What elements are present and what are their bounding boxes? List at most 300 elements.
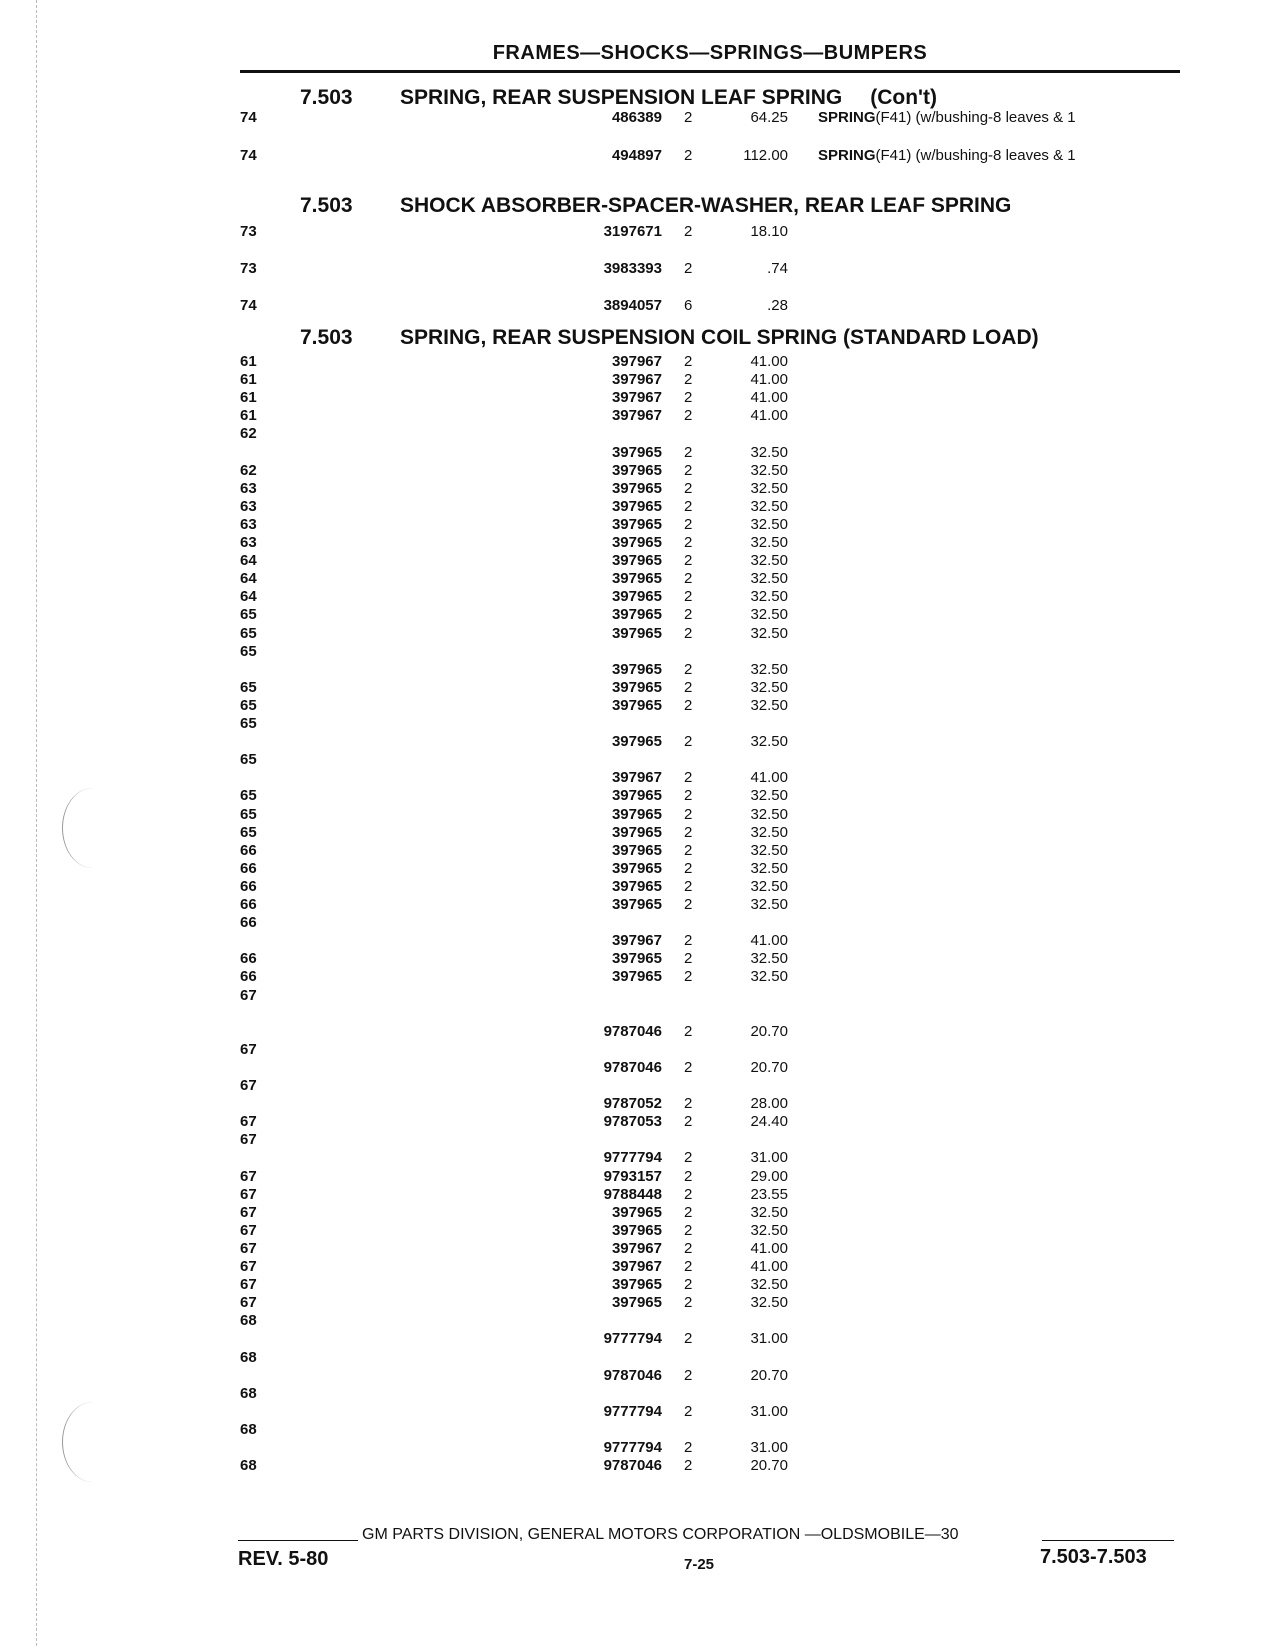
fig-number: 74 [240, 147, 257, 164]
row-line [0, 660, 1280, 679]
quantity: 2 [684, 1203, 693, 1221]
fig-number: 74 [240, 297, 257, 314]
group-range: 7.503-7.503 [1040, 1546, 1147, 1568]
quantity: 2 [684, 479, 693, 497]
row-line [0, 949, 1280, 968]
row-line [0, 1022, 1280, 1041]
description-name: SPRING [818, 147, 876, 164]
part-number: 397967 [611, 769, 662, 787]
part-number: 397965 [611, 552, 662, 570]
price: 23.55 [750, 1185, 788, 1203]
price: 31.00 [750, 1439, 788, 1456]
price: 32.50 [750, 1294, 788, 1312]
row-line [0, 642, 1280, 661]
part-number: 9787046 [603, 1058, 662, 1076]
row-line [0, 714, 1280, 733]
quantity: 2 [684, 443, 693, 461]
fig-number: 65 [240, 696, 257, 714]
price: 41.00 [750, 353, 788, 370]
row-line [0, 624, 1280, 643]
row-line [0, 732, 1280, 751]
price: 41.00 [750, 1258, 788, 1275]
fig-number: 61 [240, 353, 257, 370]
part-number: 397965 [611, 1294, 662, 1312]
part-number: 397965 [611, 787, 662, 805]
part-number: 397965 [611, 968, 662, 986]
fig-number: 61 [240, 371, 257, 389]
fig-number: 67 [240, 1040, 257, 1058]
price: 24.40 [750, 1113, 788, 1131]
row-line [0, 786, 1280, 805]
section-title: SPRING, REAR SUSPENSION COIL SPRING (STANDARD LOAD) [400, 326, 1039, 349]
fig-number: 67 [240, 1239, 257, 1257]
quantity: 2 [684, 896, 693, 913]
row-line [0, 1456, 1280, 1475]
row-line [0, 1221, 1280, 1240]
quantity: 2 [684, 570, 693, 588]
price: 32.50 [750, 606, 788, 624]
price: 41.00 [750, 371, 788, 389]
price: 32.50 [750, 1221, 788, 1239]
quantity: 2 [684, 1439, 693, 1456]
fig-number: 65 [240, 805, 257, 823]
part-number: 397965 [611, 896, 662, 913]
quantity: 2 [684, 1058, 693, 1076]
part-number: 3894057 [603, 297, 662, 314]
part-number: 397965 [611, 859, 662, 877]
price: 41.00 [750, 1239, 788, 1257]
fig-number: 66 [240, 968, 257, 986]
price: 31.00 [750, 1149, 788, 1167]
part-number: 397965 [611, 1203, 662, 1221]
section-heading-leaf-spring [300, 86, 937, 110]
fig-number: 67 [240, 986, 257, 1004]
part-number: 397965 [611, 678, 662, 696]
footer-publisher: GM PARTS DIVISION, GENERAL MOTORS CORPORATION —OLDSMOBILE—30 [362, 1526, 959, 1543]
quantity: 2 [684, 371, 693, 389]
price: 32.50 [750, 968, 788, 986]
fig-number: 68 [240, 1348, 257, 1366]
quantity: 2 [684, 624, 693, 642]
part-number: 397965 [611, 497, 662, 515]
row-line [0, 750, 1280, 769]
quantity: 2 [684, 407, 693, 425]
fig-number: 67 [240, 1294, 257, 1312]
price: 64.25 [750, 109, 788, 126]
price: 32.50 [750, 805, 788, 823]
price: 41.00 [750, 389, 788, 407]
fig-number: 64 [240, 552, 257, 570]
quantity: 2 [684, 552, 693, 570]
row-line [0, 259, 1280, 278]
price: 32.50 [750, 570, 788, 588]
row-line [0, 696, 1280, 715]
row-line [0, 406, 1280, 425]
part-number: 397967 [611, 1258, 662, 1275]
part-number: 9777794 [603, 1439, 662, 1456]
footer-rule [1042, 1540, 1174, 1541]
quantity: 2 [684, 769, 693, 787]
row-line [0, 388, 1280, 407]
section-title: SHOCK ABSORBER-SPACER-WASHER, REAR LEAF SPRING [400, 194, 1012, 217]
row-line [0, 443, 1280, 462]
row-line [0, 370, 1280, 389]
row-line [0, 1094, 1280, 1113]
price: 112.00 [743, 147, 788, 164]
row-line [0, 497, 1280, 516]
fig-number: 67 [240, 1221, 257, 1239]
part-number: 397967 [611, 389, 662, 407]
price: 41.00 [750, 932, 788, 950]
part-number: 397965 [611, 660, 662, 678]
row-line [0, 913, 1280, 932]
price: 32.50 [750, 696, 788, 714]
row-line [0, 768, 1280, 787]
fig-number: 68 [240, 1420, 257, 1438]
fig-number: 65 [240, 642, 257, 660]
row-line [0, 1058, 1280, 1077]
fig-number: 74 [240, 109, 257, 126]
part-number: 486389 [611, 109, 662, 126]
quantity: 2 [684, 968, 693, 986]
row-line [0, 859, 1280, 878]
part-number: 9787046 [603, 1022, 662, 1040]
price: 41.00 [750, 769, 788, 787]
fig-number: 67 [240, 1113, 257, 1131]
quantity: 2 [684, 696, 693, 714]
row-line [0, 1348, 1280, 1367]
price: 28.00 [750, 1095, 788, 1113]
part-number: 9777794 [603, 1330, 662, 1348]
section-code: 7.503 [300, 86, 353, 109]
fig-number: 63 [240, 534, 257, 551]
description-name: SPRING [818, 109, 876, 126]
row-line [0, 1366, 1280, 1385]
price: 32.50 [750, 733, 788, 751]
part-number: 397965 [611, 696, 662, 714]
row-line [0, 222, 1280, 241]
fig-number: 62 [240, 461, 257, 479]
fig-number: 67 [240, 1276, 257, 1294]
row-line [0, 1112, 1280, 1131]
quantity: 2 [684, 147, 693, 164]
row-line [0, 1275, 1280, 1294]
fig-number: 68 [240, 1457, 257, 1475]
price: .74 [767, 260, 788, 277]
part-number: 397965 [611, 461, 662, 479]
part-number: 397967 [611, 1239, 662, 1257]
fig-number: 66 [240, 877, 257, 895]
part-number: 397965 [611, 823, 662, 841]
quantity: 2 [684, 841, 693, 859]
revision-label: REV. 5-80 [238, 1548, 329, 1570]
quantity: 2 [684, 1457, 693, 1475]
row-line [0, 841, 1280, 860]
row-line [0, 678, 1280, 697]
row-line [0, 1239, 1280, 1258]
fig-number: 73 [240, 260, 257, 277]
row-line [0, 515, 1280, 534]
price: 32.50 [750, 950, 788, 968]
row-line [0, 805, 1280, 824]
price: 32.50 [750, 896, 788, 913]
quantity: 2 [684, 515, 693, 533]
part-number: 9787046 [603, 1457, 662, 1475]
fig-number: 65 [240, 678, 257, 696]
quantity: 2 [684, 1258, 693, 1275]
row-line [0, 352, 1280, 371]
price: 32.50 [750, 787, 788, 805]
price: 32.50 [750, 1276, 788, 1294]
fig-number: 61 [240, 407, 257, 425]
row-line [0, 1384, 1280, 1403]
part-number: 9777794 [603, 1149, 662, 1167]
quantity: 2 [684, 859, 693, 877]
row-line [0, 823, 1280, 842]
quantity: 2 [684, 823, 693, 841]
part-number: 397965 [611, 443, 662, 461]
part-number: 3983393 [603, 260, 662, 277]
part-number: 397965 [611, 1276, 662, 1294]
price: 32.50 [750, 1203, 788, 1221]
row-line [0, 1203, 1280, 1222]
section-continued-note: (Con't) [870, 86, 938, 109]
fig-number: 67 [240, 1185, 257, 1203]
row-line [0, 1130, 1280, 1149]
part-number: 397965 [611, 950, 662, 968]
part-number: 397965 [611, 805, 662, 823]
fig-number: 73 [240, 223, 257, 240]
row-line [0, 1167, 1280, 1186]
fig-number: 65 [240, 624, 257, 642]
part-number: 397965 [611, 479, 662, 497]
section-title: SPRING, REAR SUSPENSION LEAF SPRING [400, 86, 843, 109]
row-line [0, 424, 1280, 443]
price: 20.70 [750, 1058, 788, 1076]
part-number: 9787052 [603, 1095, 662, 1113]
price: 32.50 [750, 534, 788, 551]
row-line [0, 569, 1280, 588]
fig-number: 63 [240, 479, 257, 497]
quantity: 2 [684, 461, 693, 479]
fig-number: 65 [240, 823, 257, 841]
part-number: 397967 [611, 407, 662, 425]
price: 20.70 [750, 1022, 788, 1040]
row-line [0, 1311, 1280, 1330]
header-rule [240, 70, 1180, 73]
section-code: 7.503 [300, 194, 353, 217]
row-line [0, 479, 1280, 498]
footer-rule [238, 1540, 358, 1541]
row-line [0, 1402, 1280, 1421]
section-code: 7.503 [300, 326, 353, 349]
quantity: 2 [684, 1185, 693, 1203]
price: 29.00 [750, 1167, 788, 1185]
fig-number: 67 [240, 1077, 257, 1094]
quantity: 2 [684, 1294, 693, 1312]
part-number: 494897 [611, 147, 662, 164]
description-continuation [0, 162, 1280, 181]
price: 32.50 [750, 678, 788, 696]
price: 32.50 [750, 624, 788, 642]
part-number: 397965 [611, 534, 662, 551]
row-line [0, 605, 1280, 624]
price: 31.00 [750, 1402, 788, 1420]
part-number: 397965 [611, 570, 662, 588]
quantity: 2 [684, 389, 693, 407]
row-line [0, 986, 1280, 1005]
description-continuation [0, 124, 1280, 143]
row-line [0, 551, 1280, 570]
price: 32.50 [750, 552, 788, 570]
part-number: 397965 [611, 588, 662, 606]
quantity: 2 [684, 1221, 693, 1239]
quantity: 2 [684, 223, 693, 240]
section-heading-coil-spring [300, 326, 1039, 350]
price: 20.70 [750, 1457, 788, 1475]
fig-number: 64 [240, 570, 257, 588]
fig-number: 66 [240, 914, 257, 932]
part-number: 397965 [611, 877, 662, 895]
quantity: 2 [684, 660, 693, 678]
quantity: 2 [684, 109, 693, 126]
quantity: 2 [684, 1239, 693, 1257]
quantity: 2 [684, 588, 693, 606]
quantity: 2 [684, 805, 693, 823]
quantity: 2 [684, 606, 693, 624]
part-number: 397965 [611, 515, 662, 533]
part-number: 397967 [611, 353, 662, 370]
fig-number: 66 [240, 841, 257, 859]
row-line [0, 1185, 1280, 1204]
fig-number: 66 [240, 859, 257, 877]
price: 32.50 [750, 823, 788, 841]
description-detail: (F41) (w/bushing-8 leaves & 1 [875, 147, 1076, 164]
part-number: 397965 [611, 1221, 662, 1239]
part-number: 9777794 [603, 1402, 662, 1420]
part-number: 9793157 [603, 1167, 662, 1185]
row-line [0, 1040, 1280, 1059]
price: .28 [767, 297, 788, 314]
fig-number: 65 [240, 715, 257, 732]
fig-number: 62 [240, 425, 257, 443]
quantity: 2 [684, 497, 693, 515]
fig-number: 67 [240, 1167, 257, 1185]
fig-number: 63 [240, 515, 257, 533]
price: 18.10 [750, 223, 788, 240]
row-line [0, 533, 1280, 552]
page-title: FRAMES—SHOCKS—SPRINGS—BUMPERS [492, 42, 928, 64]
fig-number: 66 [240, 896, 257, 913]
fig-number: 65 [240, 787, 257, 805]
price: 20.70 [750, 1366, 788, 1384]
quantity: 2 [684, 877, 693, 895]
price: 32.50 [750, 588, 788, 606]
row-line [0, 967, 1280, 986]
quantity: 2 [684, 1095, 693, 1113]
fig-number: 67 [240, 1258, 257, 1275]
fig-number: 64 [240, 588, 257, 606]
part-number: 397965 [611, 733, 662, 751]
row-line [0, 1420, 1280, 1439]
row-line [0, 877, 1280, 896]
fig-number: 65 [240, 606, 257, 624]
fig-number: 61 [240, 389, 257, 407]
quantity: 2 [684, 353, 693, 370]
price: 32.50 [750, 859, 788, 877]
row-line [0, 1148, 1280, 1167]
part-number: 3197671 [603, 223, 662, 240]
price: 32.50 [750, 443, 788, 461]
row-line [0, 1293, 1280, 1312]
page-number: 7-25 [684, 1556, 715, 1573]
price: 32.50 [750, 841, 788, 859]
quantity: 2 [684, 1402, 693, 1420]
row-line [0, 1329, 1280, 1348]
quantity: 2 [684, 787, 693, 805]
price: 32.50 [750, 497, 788, 515]
quantity: 2 [684, 1113, 693, 1131]
fig-number: 66 [240, 950, 257, 968]
part-number: 9787053 [603, 1113, 662, 1131]
price: 32.50 [750, 515, 788, 533]
fig-number: 68 [240, 1384, 257, 1402]
price: 32.50 [750, 660, 788, 678]
part-number: 397967 [611, 932, 662, 950]
quantity: 2 [684, 733, 693, 751]
quantity: 2 [684, 1167, 693, 1185]
quantity: 2 [684, 950, 693, 968]
quantity: 2 [684, 678, 693, 696]
section-heading-shock-absorber [300, 194, 1011, 218]
fig-number: 65 [240, 751, 257, 769]
part-number: 397965 [611, 606, 662, 624]
quantity: 2 [684, 260, 693, 277]
quantity: 2 [684, 1330, 693, 1348]
fig-number: 67 [240, 1203, 257, 1221]
fig-number: 68 [240, 1312, 257, 1330]
description-detail: (F41) (w/bushing-8 leaves & 1 [875, 109, 1076, 126]
quantity: 2 [684, 932, 693, 950]
row-line [0, 296, 1280, 315]
quantity: 6 [684, 297, 693, 314]
price: 32.50 [750, 479, 788, 497]
row-line [0, 895, 1280, 914]
row-line [0, 1257, 1280, 1276]
row-line [0, 1438, 1280, 1457]
row-line [0, 461, 1280, 480]
price: 41.00 [750, 407, 788, 425]
part-number: 9787046 [603, 1366, 662, 1384]
price: 32.50 [750, 461, 788, 479]
row-line [0, 931, 1280, 950]
quantity: 2 [684, 1022, 693, 1040]
quantity: 2 [684, 534, 693, 551]
row-line [0, 1004, 1280, 1023]
part-number: 397967 [611, 371, 662, 389]
part-number: 397965 [611, 841, 662, 859]
price: 31.00 [750, 1330, 788, 1348]
quantity: 2 [684, 1366, 693, 1384]
row-line [0, 1076, 1280, 1095]
fig-number: 67 [240, 1131, 257, 1149]
price: 32.50 [750, 877, 788, 895]
fig-number: 63 [240, 497, 257, 515]
part-number: 9788448 [603, 1185, 662, 1203]
quantity: 2 [684, 1276, 693, 1294]
quantity: 2 [684, 1149, 693, 1167]
row-line [0, 587, 1280, 606]
